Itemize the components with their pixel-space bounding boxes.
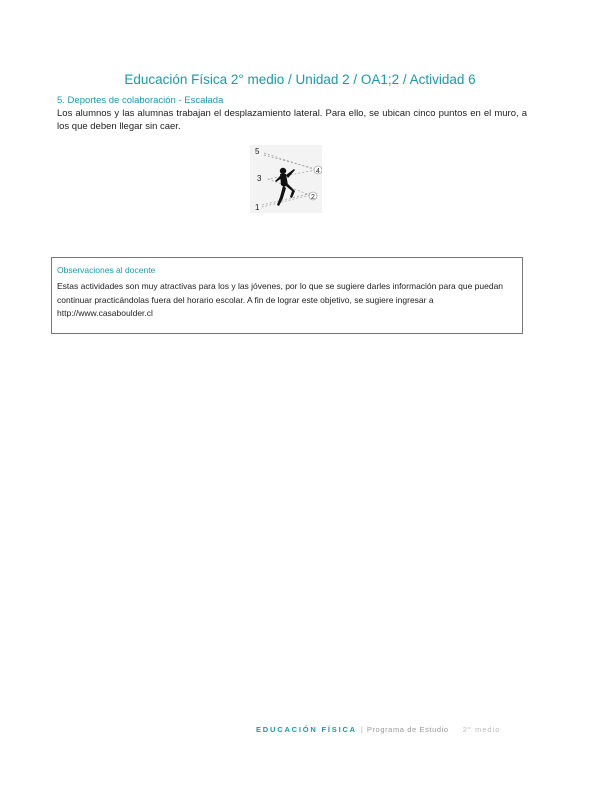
climbing-wall-figure — [250, 145, 322, 213]
point-label-5: 5 — [255, 147, 260, 156]
teacher-notes-title: Observaciones al docente — [57, 265, 156, 275]
climbing-wall-illustration — [250, 145, 322, 213]
activity-heading: 5. Deportes de colaboración - Escalada — [57, 95, 224, 106]
point-label-1: 1 — [255, 203, 260, 212]
point-label-4: 4 — [316, 168, 320, 175]
footer-separator: | — [360, 725, 363, 734]
teacher-notes-box — [51, 257, 523, 334]
page-footer — [256, 725, 500, 734]
activity-description: Los alumnos y las alumnas trabajan el desplazamiento lateral. Para ello, se ubican cinco puntos en el muro, a los que deben llegar sin caer. — [57, 108, 527, 132]
page-title: Educación Física 2° medio / Unidad 2 / OA1;2 / Actividad 6 — [124, 72, 476, 87]
climber-silhouette — [275, 168, 295, 206]
footer-brand: EDUCACIÓN FÍSICA — [256, 725, 357, 734]
point-label-2: 2 — [311, 194, 315, 201]
point-5 — [255, 147, 260, 156]
teacher-notes-text: Estas actividades son muy atractivas para los y las jóvenes, por lo que se sugiere darles información para que puedan continuar practicándolas fuera del horario escolar. A fin de lograr este objetivo, se sugiere ingresar a http://www.casaboulder.cl — [57, 281, 504, 318]
footer-program: Programa de Estudio — [366, 725, 449, 734]
point-label-3: 3 — [257, 174, 262, 183]
footer-grade: 2° medio — [462, 725, 501, 734]
